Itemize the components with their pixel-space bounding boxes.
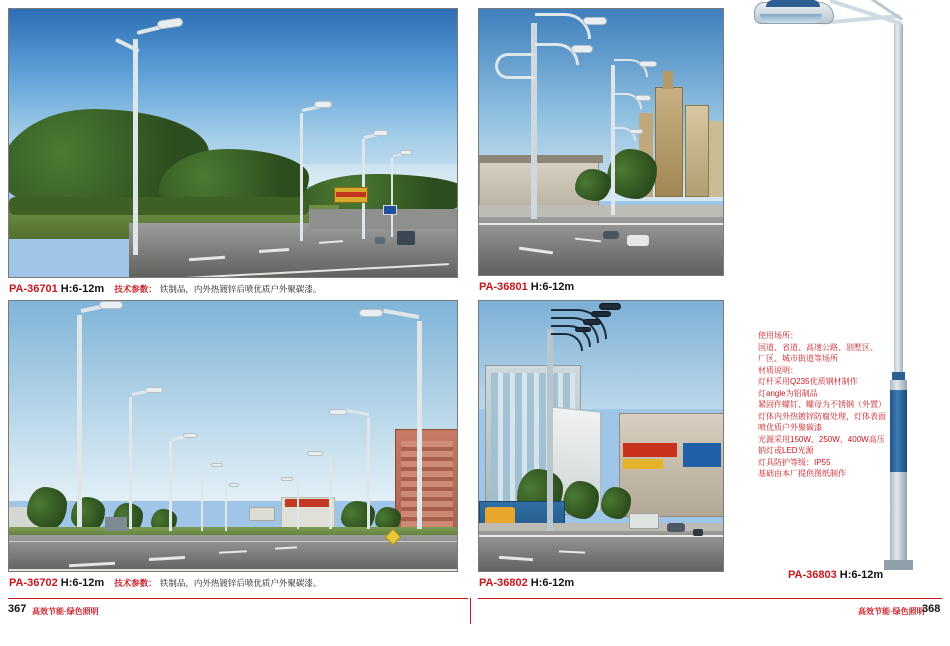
lamp-head-2 — [314, 101, 332, 108]
lamp-head-3 — [373, 130, 388, 136]
lamp-head-left-3 — [183, 433, 197, 438]
lamp-pole-right-1 — [417, 321, 422, 529]
lamp-head-left-5 — [229, 483, 239, 487]
product-lamp-lens — [760, 14, 822, 23]
spec-line-11: 钠灯或LED光源 — [758, 446, 814, 455]
tech-label: 技术参数： — [114, 284, 157, 294]
page-number-right: 368 — [922, 603, 941, 615]
lamp-pole-main — [547, 329, 553, 531]
caption-pa36801 — [479, 281, 574, 293]
model-code: PA-36802 — [479, 577, 528, 589]
model-code: PA-36701 — [9, 283, 58, 295]
spec-line-3: 厂区、城市街道等场所 — [758, 354, 838, 363]
lamp-pole-right-2 — [367, 417, 370, 529]
caption-pa36802 — [479, 577, 574, 589]
street-tree-2 — [563, 481, 599, 519]
street-tree-3 — [601, 487, 631, 519]
model-height: H:6-12m — [839, 569, 884, 581]
spec-line-13: 基础由本厂提供图纸制作 — [758, 469, 846, 478]
spec-line-7: 紧固件螺钉、螺母为不锈钢（外置） — [758, 400, 886, 409]
hedge — [9, 197, 309, 215]
vehicle-car-1 — [667, 523, 685, 532]
vehicle-car — [375, 237, 385, 244]
lamp-head-right-2 — [329, 409, 347, 415]
model-height: H:6-12m — [530, 281, 575, 293]
lamp-head-1 — [599, 303, 621, 310]
shop-sign-blue — [683, 443, 721, 467]
spec-line-12: 灯具防护等级：IP55 — [758, 457, 831, 467]
highrise-tall — [655, 87, 683, 197]
spec-line-1: 使用场所： — [758, 331, 798, 340]
lamp-head-3 — [583, 319, 601, 325]
footer-rule-right — [478, 598, 942, 599]
curb-line — [479, 535, 724, 537]
palm-1 — [27, 487, 67, 529]
lamp-pole-left-2 — [129, 397, 132, 529]
lamp-head-4 — [575, 327, 591, 332]
spec-line-10: 光源采用150W、250W、400W高压 — [758, 434, 885, 444]
model-height: H:6-12m — [530, 577, 575, 589]
spec-line-5: 灯杆采用Q235优质钢材制作 — [758, 377, 858, 386]
low-building-roof — [479, 155, 603, 163]
billboard-text-band — [336, 192, 366, 197]
tech-text: 铁制品，内外热镀锌后喷优质户外聚碳漆。 — [159, 578, 322, 588]
lamp-head-2 — [591, 311, 611, 317]
lamp-pole-left-4 — [201, 469, 203, 531]
lamp-head-left-2 — [145, 387, 163, 393]
lamp-head-4 — [400, 150, 412, 155]
lamp-head-right-3 — [307, 451, 323, 456]
edge-line-bottom — [9, 569, 458, 571]
spec-block — [758, 330, 918, 480]
spec-line-6: 灯angle为铝制品 — [758, 388, 818, 398]
spec-line-2: 国道、省道、高速公路、别墅区、 — [758, 342, 878, 352]
photo-pa36803 — [726, 0, 950, 578]
road-sign-blue — [383, 205, 397, 215]
lamp-pole-2 — [300, 113, 303, 241]
tech-label: 技术参数： — [114, 578, 157, 588]
shop-sign-yellow — [623, 459, 663, 469]
vehicle-truck — [397, 231, 415, 245]
tech-text: 铁制品，内外热镀锌后喷优质户外聚碳漆。 — [159, 284, 322, 294]
lamp-pole-left-5 — [225, 487, 227, 531]
lamp-pole-right-3 — [329, 457, 332, 529]
caption-pa36702 — [9, 577, 321, 589]
page-number-left: 367 — [8, 603, 27, 615]
lamp-pole-4 — [391, 157, 393, 237]
lamp-pole-right-4 — [297, 481, 299, 529]
spec-line-9: 喷优质户外聚碳漆 — [758, 423, 822, 432]
lamp-head-right-1 — [639, 61, 657, 67]
model-code: PA-36801 — [479, 281, 528, 293]
lamp-head-right-3 — [629, 129, 643, 134]
palm-cluster-left — [575, 169, 611, 201]
lamp-pole-left-3 — [169, 441, 172, 531]
caption-pa36701 — [9, 283, 321, 295]
highrise-far — [709, 121, 724, 197]
spec-line-4: 材质说明： — [758, 365, 798, 375]
photo-pa36702 — [8, 300, 458, 572]
vehicle-dark — [603, 231, 619, 239]
model-height: H:6-12m — [60, 283, 105, 295]
highrise-mid — [685, 105, 709, 197]
lamp-head-right-1 — [359, 309, 383, 317]
lamp-pole-main — [133, 39, 138, 255]
lamp-head-left-1 — [99, 301, 123, 309]
building-sign-red — [285, 499, 331, 507]
spec-line-8: 灯体内外热镀锌防腐处理，灯体表面 — [758, 411, 886, 421]
product-lamp-top-cap — [766, 0, 820, 7]
product-pole-upper — [894, 24, 903, 374]
curb-line — [479, 223, 724, 225]
vehicle-scooter — [693, 529, 703, 536]
page-footer-text-right: 高效节能·绿色照明 — [858, 607, 925, 616]
model-height: H:6-12m — [60, 577, 105, 589]
model-code: PA-36702 — [9, 577, 58, 589]
lamp-head-left-4 — [211, 463, 223, 467]
lamp-arm-loop — [495, 53, 535, 79]
lamp-head-right-4 — [281, 477, 293, 481]
photo-pa36802 — [478, 300, 724, 572]
model-code: PA-36803 — [788, 569, 837, 581]
photo-pa36801 — [478, 8, 724, 276]
roadway — [479, 531, 724, 572]
roadway — [479, 217, 724, 276]
roadside-billboard — [249, 507, 275, 521]
footer-rule-left — [8, 598, 468, 599]
lamp-pole-left-1 — [77, 315, 82, 527]
gutter-rule — [470, 598, 471, 624]
photo-pa36701 — [8, 8, 458, 278]
shop-sign-red — [623, 443, 677, 457]
vehicle-white — [627, 235, 649, 246]
caption-pa36803 — [788, 569, 883, 581]
highrise-tall-roof — [663, 71, 673, 89]
lamp-head-mid — [571, 45, 593, 53]
lamp-head-top — [583, 17, 607, 25]
page-footer-text-left: 高效节能·绿色照明 — [32, 607, 99, 616]
product-pole-base — [884, 560, 913, 570]
bus-shelter — [105, 517, 127, 531]
vehicle-bus — [629, 513, 659, 529]
lamp-head-right-2 — [635, 95, 651, 101]
